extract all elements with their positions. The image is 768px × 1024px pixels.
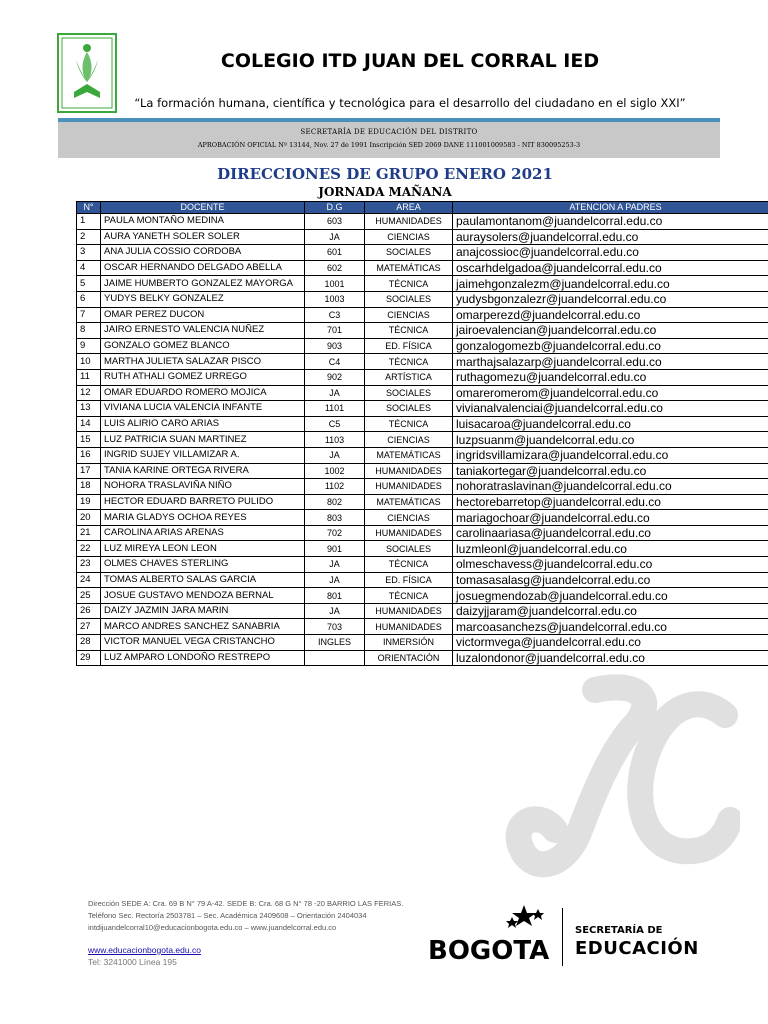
table-row [77,447,768,463]
area-value: ED. FÍSICA [365,572,453,588]
email-value: gonzalogomezb@juandelcorral.edu.co [453,338,768,354]
email-value: luisacaroa@juandelcorral.edu.co [453,416,768,432]
area-value: TÉCNICA [365,557,453,573]
dg-value: 603 [305,214,365,230]
email-value: olmeschavess@juandelcorral.edu.co [453,557,768,573]
footer-address: Dirección SEDE A: Cra. 69 B N° 79 A-42. SEDE B: Cra. 68 G N° 78 -20 BARRIO LAS FERIAS. [88,899,404,908]
row-number: 5 [77,276,101,292]
area-value: HUMANIDADES [365,479,453,495]
area-value: CIENCIAS [365,229,453,245]
docente-name: HECTOR EDUARD BARRETO PULIDO [101,494,305,510]
dg-value: C3 [305,307,365,323]
area-value: HUMANIDADES [365,463,453,479]
dg-value: 1103 [305,432,365,448]
email-value: luzpsuanm@juandelcorral.edu.co [453,432,768,448]
table-row [77,510,768,526]
email-value: tomasasalasg@juandelcorral.edu.co [453,572,768,588]
document-subtitle: JORNADA MAÑANA [318,185,452,199]
table-row [77,479,768,495]
teachers-table [76,201,768,666]
dg-value: 1001 [305,276,365,292]
table-row [77,291,768,307]
area-value: CIENCIAS [365,307,453,323]
table-row [77,432,768,448]
table-row [77,276,768,292]
table-row [77,572,768,588]
table-row [77,494,768,510]
email-value: victormvega@juandelcorral.edu.co [453,635,768,651]
docente-name: TANIA KARINE ORTEGA RIVERA [101,463,305,479]
dg-value: JA [305,447,365,463]
header-number: N° [77,202,101,214]
row-number: 12 [77,385,101,401]
table-row [77,338,768,354]
area-value: CIENCIAS [365,510,453,526]
table-row [77,635,768,651]
dg-value: 602 [305,260,365,276]
row-number: 18 [77,479,101,495]
area-value: TÉCNICA [365,588,453,604]
area-value: CIENCIAS [365,432,453,448]
email-value: mariagochoar@juandelcorral.edu.co [453,510,768,526]
educacion-label: EDUCACIÓN [575,938,699,959]
dg-value: 901 [305,541,365,557]
dg-value: 1002 [305,463,365,479]
email-value: marthajsalazarp@juandelcorral.edu.co [453,354,768,370]
dg-value: 902 [305,369,365,385]
docente-name: OMAR EDUARDO ROMERO MOJICA [101,385,305,401]
area-value: HUMANIDADES [365,214,453,230]
docente-name: MARTHA JULIETA SALAZAR PISCO [101,354,305,370]
dg-value: 703 [305,619,365,635]
dg-value: 701 [305,323,365,339]
header-area: AREA [365,202,453,214]
row-number: 14 [77,416,101,432]
table-row [77,307,768,323]
email-value: carolinaariasa@juandelcorral.edu.co [453,525,768,541]
bogota-logo [428,903,558,973]
table-row [77,385,768,401]
email-value: ingridsvillamizara@juandelcorral.edu.co [453,447,768,463]
row-number: 20 [77,510,101,526]
dg-value: 803 [305,510,365,526]
table-row [77,354,768,370]
docente-name: DAIZY JAZMIN JARA MARIN [101,603,305,619]
docente-name: LUZ AMPARO LONDOÑO RESTREPO [101,650,305,666]
area-value: HUMANIDADES [365,603,453,619]
row-number: 3 [77,245,101,261]
dg-value: 903 [305,338,365,354]
jc-watermark [500,670,740,890]
header-band-accent [58,118,720,122]
dg-value: JA [305,557,365,573]
docente-name: GONZALO GOMEZ BLANCO [101,338,305,354]
row-number: 25 [77,588,101,604]
header-band [58,118,720,158]
table-header-row [77,202,768,214]
email-value: luzalondonor@juandelcorral.edu.co [453,650,768,666]
area-value: TÉCNICA [365,416,453,432]
area-value: MATEMÁTICAS [365,494,453,510]
email-value: luzmleonl@juandelcorral.edu.co [453,541,768,557]
email-value: daizyjjaram@juandelcorral.edu.co [453,603,768,619]
dg-value: 801 [305,588,365,604]
docente-name: NOHORA TRASLAVIÑA NIÑO [101,479,305,495]
footer-email: intdijuandelcorral10@educacionbogota.edu.co – www.juandelcorral.edu.co [88,923,337,932]
area-value: ORIENTACIÓN [365,650,453,666]
email-value: marcoasanchezs@juandelcorral.edu.co [453,619,768,635]
area-value: SOCIALES [365,401,453,417]
area-value: ARTÍSTICA [365,369,453,385]
dg-value: 1003 [305,291,365,307]
area-value: SOCIALES [365,385,453,401]
row-number: 15 [77,432,101,448]
row-number: 19 [77,494,101,510]
table-row [77,401,768,417]
docente-name: LUZ PATRICIA SUAN MARTINEZ [101,432,305,448]
docente-name: LUIS ALIRIO CARO ARIAS [101,416,305,432]
row-number: 2 [77,229,101,245]
row-number: 22 [77,541,101,557]
dg-value: JA [305,385,365,401]
docente-name: ANA JULIA COSSIO CORDOBA [101,245,305,261]
table-row [77,214,768,230]
docente-name: VIVIANA LUCIA VALENCIA INFANTE [101,401,305,417]
docente-name: MARCO ANDRES SANCHEZ SANABRIA [101,619,305,635]
row-number: 28 [77,635,101,651]
row-number: 4 [77,260,101,276]
area-value: HUMANIDADES [365,619,453,635]
row-number: 13 [77,401,101,417]
area-value: SOCIALES [365,291,453,307]
row-number: 6 [77,291,101,307]
row-number: 1 [77,214,101,230]
area-value: MATEMÁTICAS [365,260,453,276]
email-value: omareromerom@juandelcorral.edu.co [453,385,768,401]
row-number: 9 [77,338,101,354]
docente-name: INGRID SUJEY VILLAMIZAR A. [101,447,305,463]
docente-name: TOMAS ALBERTO SALAS GARCIA [101,572,305,588]
email-value: josuegmendozab@juandelcorral.edu.co [453,588,768,604]
row-number: 26 [77,603,101,619]
email-value: jaimehgonzalezm@juandelcorral.edu.co [453,276,768,292]
bogota-wordmark: BOGOTA [428,936,550,966]
email-value: jairoevalencian@juandelcorral.edu.co [453,323,768,339]
dg-value: 601 [305,245,365,261]
header-atencion: ATENCION A PADRES [453,202,768,214]
email-value: nohoratraslavinan@juandelcorral.edu.co [453,479,768,495]
area-value: ED. FÍSICA [365,338,453,354]
row-number: 10 [77,354,101,370]
row-number: 21 [77,525,101,541]
dg-value: 1102 [305,479,365,495]
docente-name: MARIA GLADYS OCHOA REYES [101,510,305,526]
table-row [77,525,768,541]
area-value: TÉCNICA [365,354,453,370]
docente-name: CAROLINA ARIAS ARENAS [101,525,305,541]
dg-value: JA [305,229,365,245]
footer [88,898,403,968]
table-row [77,603,768,619]
area-value: MATEMÁTICAS [365,447,453,463]
area-value: HUMANIDADES [365,525,453,541]
brand-divider [562,908,563,966]
docente-name: PAULA MONTAÑO MEDINA [101,214,305,230]
docente-name: OSCAR HERNANDO DELGADO ABELLA [101,260,305,276]
table-row [77,323,768,339]
header-dg: D.G [305,202,365,214]
area-value: SOCIALES [365,541,453,557]
footer-tel: Tel: 3241000 Línea 195 [88,957,177,967]
row-number: 8 [77,323,101,339]
area-value: SOCIALES [365,245,453,261]
secretaria-label: SECRETARÍA DE EDUCACIÓN DEL DISTRITO [300,128,478,136]
row-number: 16 [77,447,101,463]
dg-value: INGLES [305,635,365,651]
page-title: COLEGIO ITD JUAN DEL CORRAL IED [220,50,600,72]
docente-name: AURA YANETH SOLER SOLER [101,229,305,245]
email-value: omarperezd@juandelcorral.edu.co [453,307,768,323]
aprobacion-label: APROBACIÓN OFICIAL Nº 13144, Nov. 27 de 1991 Inscripción SED 2069 DANE 111001009583 - NIT 830095253-3 [197,141,581,149]
email-value: taniakortegar@juandelcorral.edu.co [453,463,768,479]
school-motto: “La formación humana, científica y tecnológica para el desarrollo del ciudadano en el siglo XXI” [134,96,686,110]
row-number: 17 [77,463,101,479]
row-number: 29 [77,650,101,666]
table-row [77,541,768,557]
docente-name: JAIRO ERNESTO VALENCIA NUÑEZ [101,323,305,339]
area-value: TÉCNICA [365,276,453,292]
area-value: TÉCNICA [365,323,453,339]
table-row [77,619,768,635]
docente-name: YUDYS BELKY GONZALEZ [101,291,305,307]
dg-value: JA [305,572,365,588]
email-value: paulamontanom@juandelcorral.edu.co [453,214,768,230]
row-number: 11 [77,369,101,385]
docente-name: RUTH ATHALI GOMEZ URREGO [101,369,305,385]
docente-name: JAIME HUMBERTO GONZALEZ MAYORGA [101,276,305,292]
row-number: 24 [77,572,101,588]
docente-name: JOSUE GUSTAVO MENDOZA BERNAL [101,588,305,604]
table-row [77,369,768,385]
docente-name: OMAR PEREZ DUCON [101,307,305,323]
document-title: DIRECCIONES DE GRUPO ENERO 2021 [217,165,553,183]
row-number: 27 [77,619,101,635]
table-row [77,557,768,573]
dg-value: 1101 [305,401,365,417]
email-value: auraysolers@juandelcorral.edu.co [453,229,768,245]
footer-link[interactable]: www.educacionbogota.edu.co [88,945,201,955]
email-value: hectorebarretop@juandelcorral.edu.co [453,494,768,510]
docente-name: OLMES CHAVES STERLING [101,557,305,573]
dg-value: JA [305,603,365,619]
footer-phones: Teléfono Sec. Rectoría 2503781 – Sec. Académica 2409608 – Orientación 2404034 [88,911,367,920]
row-number: 7 [77,307,101,323]
area-value: INMERSIÓN [365,635,453,651]
table-row [77,463,768,479]
row-number: 23 [77,557,101,573]
email-value: vivianalvalenciai@juandelcorral.edu.co [453,401,768,417]
dg-value [305,650,365,666]
table-row [77,416,768,432]
table-row [77,260,768,276]
secretaria-de-label: SECRETARÍA DE [575,925,663,936]
dg-value: 802 [305,494,365,510]
table-row [77,588,768,604]
header-docente: DOCENTE [101,202,305,214]
email-value: anajcossioc@juandelcorral.edu.co [453,245,768,261]
table-row [77,245,768,261]
dg-value: C5 [305,416,365,432]
docente-name: VICTOR MANUEL VEGA CRISTANCHO [101,635,305,651]
email-value: ruthagomezu@juandelcorral.edu.co [453,369,768,385]
table-row [77,650,768,666]
email-value: oscarhdelgadoa@juandelcorral.edu.co [453,260,768,276]
docente-name: LUZ MIREYA LEON LEON [101,541,305,557]
email-value: yudysbgonzalezr@juandelcorral.edu.co [453,291,768,307]
dg-value: 702 [305,525,365,541]
table-row [77,229,768,245]
dg-value: C4 [305,354,365,370]
